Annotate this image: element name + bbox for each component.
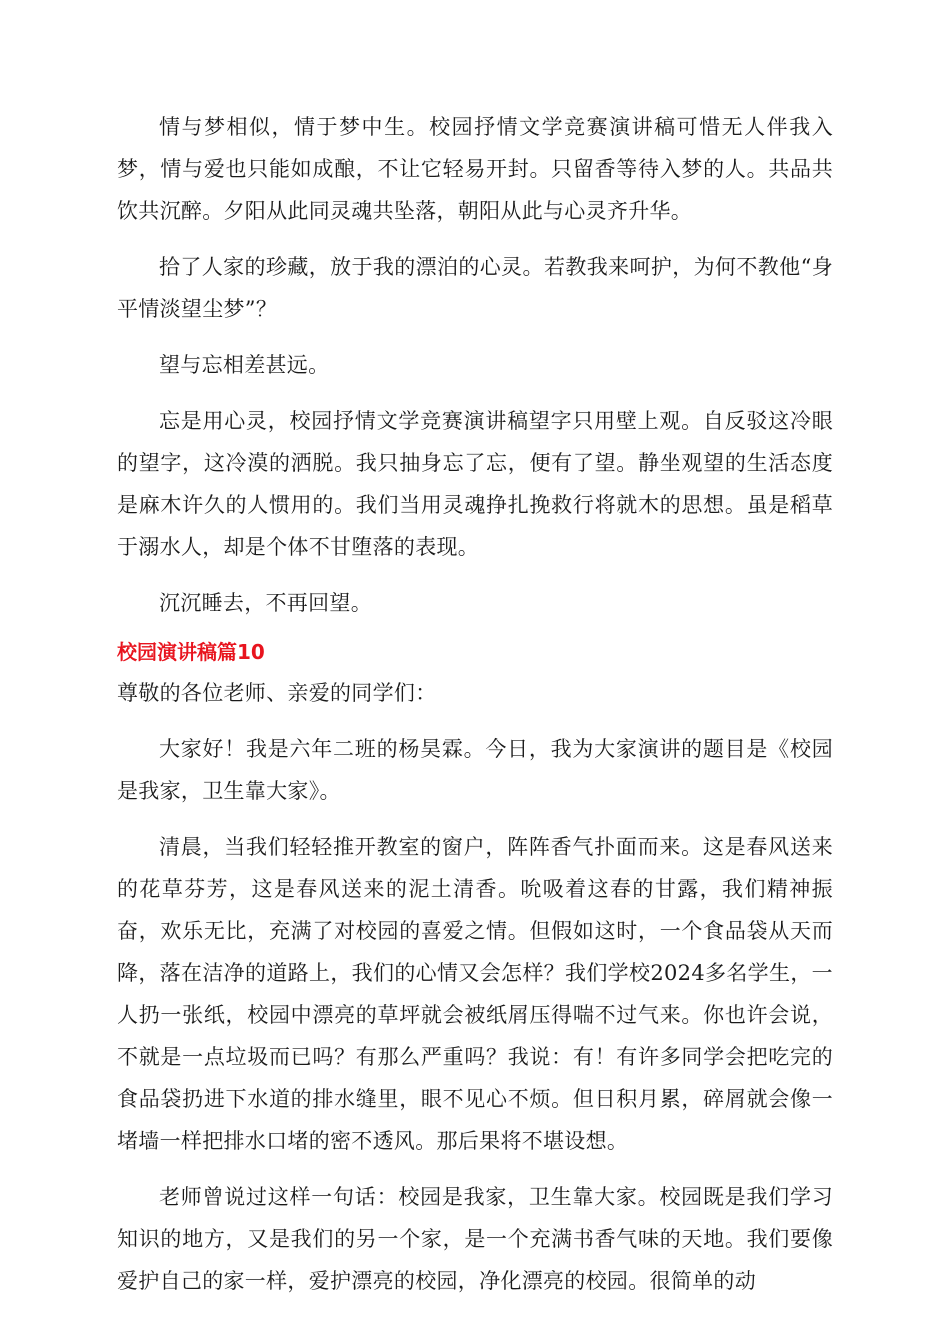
paragraph: 忘是用心灵，校园抒情文学竞赛演讲稿望字只用壁上观。自反驳这冷眼的望字，这冷漠的洒脱。我只抽身忘了忘，便有了望。静坐观望的生活态度是麻木许久的人惯用的。我们当用灵魂挣扎挽救行将就木的思想。虽是稻草于溺水人，却是个体不甘堕落的表现。 (117, 409, 833, 559)
paragraph: 清晨，当我们轻轻推开教室的窗户，阵阵香气扑面而来。这是春风送来的花草芬芳，这是春风送来的泥土清香。吮吸着这春的甘露，我们精神振奋，欢乐无比，充满了对校园的喜爱之情。但假如这时，一个食品袋从天而降，落在洁净的道路上，我们的心情又会怎样？我们学校2024多名学生，一人扔一张纸，校园中漂亮的草坪就会被纸屑压得喘不过气来。你也许会说，不就是一点垃圾而已吗？有那么严重吗？我说：有！有许多同学会把吃完的食品袋扔进下水道的排水缝里，眼不见心不烦。但日积月累，碎屑就会像一堵墙一样把排水口堵的密不透风。那后果将不堪设想。 (117, 835, 833, 1153)
paragraph: 拾了人家的珍藏，放于我的漂泊的心灵。若教我来呵护，为何不教他“身平情淡望尘梦”？ (117, 255, 833, 321)
paragraph: 大家好！我是六年二班的杨昊霖。今日，我为大家演讲的题目是《校园是我家，卫生靠大家》。 (117, 737, 833, 803)
paragraph: 情与梦相似，情于梦中生。校园抒情文学竞赛演讲稿可惜无人伴我入梦，情与爱也只能如成酿，不让它轻易开封。只留香等待入梦的人。共品共饮共沉醉。夕阳从此同灵魂共坠落，朝阳从此与心灵齐升华。 (117, 115, 833, 223)
salutation: 尊敬的各位老师、亲爱的同学们： (117, 681, 437, 705)
section-heading: 校园演讲稿篇10 (117, 640, 265, 664)
paragraph: 老师曾说过这样一句话：校园是我家，卫生靠大家。校园既是我们学习知识的地方，又是我们的另一个家，是一个充满书香气味的天地。我们要像爱护自己的家一样，爱护漂亮的校园，净化漂亮的校园。很简单的动 (117, 1185, 833, 1293)
paragraph: 望与忘相差甚远。 (159, 353, 330, 377)
paragraph: 沉沉睡去，不再回望。 (159, 591, 372, 615)
document-page (117, 106, 833, 1302)
